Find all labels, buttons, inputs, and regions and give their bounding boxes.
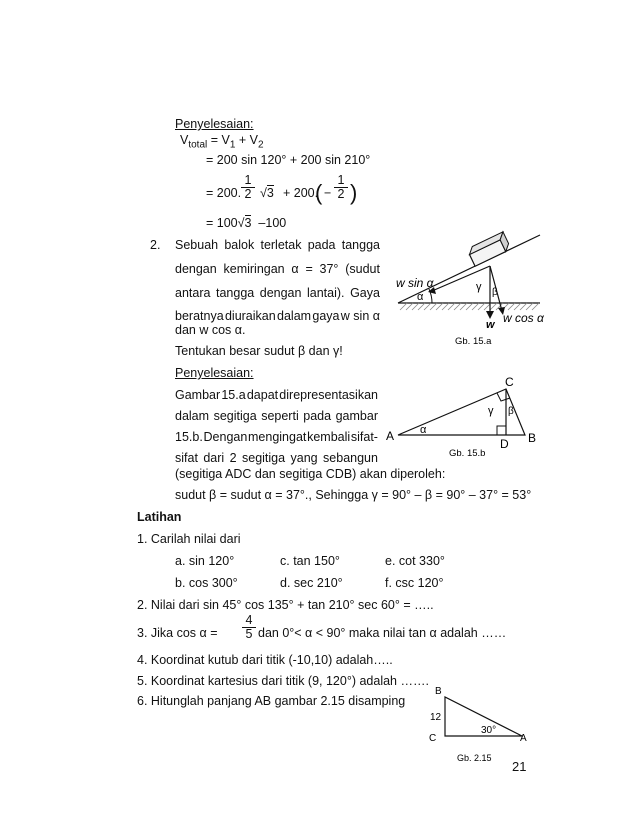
solution-heading: Penyelesaian: (175, 117, 254, 131)
question-1: 1. Carilah nilai dari (137, 532, 241, 546)
label-alpha-b: α (420, 424, 427, 436)
page-number: 21 (512, 759, 527, 774)
equation-line-3: = 100√3 –100 (206, 216, 287, 230)
label-b-215: B (435, 686, 442, 697)
question-4: 4. Koordinat kutub dari titik (-10,10) adalah….. (137, 653, 393, 667)
q1-option-e: e. cot 330° (385, 554, 445, 568)
label-c-215: C (429, 733, 437, 744)
solution-line-3: 15.b. Dengan mengingat kembali sifat- (175, 430, 378, 444)
label-beta-b: β (508, 406, 514, 417)
caption-15a: Gb. 15.a (455, 336, 492, 347)
figure-15a (396, 232, 545, 347)
caption-215: Gb. 2.15 (457, 753, 492, 763)
fraction-half: $\frac{1}{2}$ (241, 174, 255, 201)
block (467, 232, 511, 266)
figure-2-15 (429, 686, 527, 763)
q1-option-c: c. tan 150° (280, 554, 340, 568)
label-c: C (505, 375, 514, 389)
paren-close: ) (350, 180, 358, 205)
paren-open: ( (315, 180, 323, 205)
sqrt-three: √3 (260, 186, 274, 200)
vtotal-equation: $V_{total} = V_1 + V_2$ (180, 133, 264, 151)
solution-line-5: (segitiga ADC dan segitiga CDB) akan diperoleh: (175, 467, 446, 481)
question-5: 5. Koordinat kartesius dari titik (9, 120°) adalah ……. (137, 674, 429, 688)
problem-2-solution-heading: Penyelesaian: (175, 366, 254, 380)
label-angle-30: 30° (481, 725, 497, 736)
solution-line-1: Gambar 15.a dapat direpresentasikan (175, 388, 378, 402)
question-3-start: 3. Jika cos α = (137, 626, 218, 640)
equation-line-1: = 200 sin 120° + 200 sin 210° (206, 153, 371, 167)
solution-line-6: sudut β = sudut α = 37°., Sehingga γ = 90° – β = 90° – 37° = 53° (175, 488, 532, 502)
label-alpha: α (417, 291, 424, 303)
ground-hatching (400, 303, 539, 310)
label-w-cos: w cos α (503, 311, 544, 325)
fraction-four-fifths: $\frac{4}{5}$ (242, 614, 256, 641)
problem-2-line-1: Sebuah balok terletak pada tangga (175, 238, 380, 252)
caption-15b: Gb. 15.b (449, 448, 486, 459)
solution-line-4: sifat dari 2 segitiga yang sebangun (175, 451, 378, 465)
figure-15b (386, 375, 536, 459)
solution-line-2: dalam segitiga seperti pada gambar (175, 409, 378, 423)
q1-option-f: f. csc 120° (385, 576, 444, 590)
question-6: 6. Hitunglah panjang AB gambar 2.15 disamping (137, 694, 406, 708)
latihan-heading: Latihan (137, 510, 182, 524)
q1-option-d: d. sec 210° (280, 576, 343, 590)
minus-sign: − (324, 186, 332, 200)
label-gamma: γ (476, 281, 482, 293)
problem-2-line-3: antara tangga dengan lantai). Gaya (175, 286, 380, 300)
problem-2-question: Tentukan besar sudut β dan γ! (175, 344, 343, 358)
equation-line-2-start: = 200. (206, 186, 242, 200)
q1-option-b: b. cos 300° (175, 576, 238, 590)
question-2: 2. Nilai dari sin 45° cos 135° + tan 210° sec 60° = ….. (137, 598, 434, 612)
question-3-end: dan 0°< α < 90° maka nilai tan α adalah …… (258, 626, 507, 640)
label-a-215: A (520, 733, 527, 744)
label-w-sin: w sin α (396, 276, 434, 290)
label-b: B (528, 431, 537, 445)
problem-2-line-5: dan w cos α. (175, 323, 246, 337)
equation-line-2-mid: + 200. (283, 186, 319, 200)
label-d: D (500, 437, 509, 451)
label-w: w (486, 319, 495, 331)
problem-2-number: 2. (150, 238, 161, 252)
label-side-12: 12 (430, 712, 442, 723)
problem-2-line-4: beratnya diuraikan dalam gaya w sin α (175, 309, 380, 323)
problem-2-line-2: dengan kemiringan α = 37° (sudut (175, 262, 380, 276)
label-a: A (386, 429, 395, 443)
q1-option-a: a. sin 120° (175, 554, 235, 568)
label-beta: β (492, 287, 498, 298)
fraction-neg-half: $\frac{1}{2}$ (334, 174, 348, 201)
right-angle-d (497, 426, 506, 435)
label-gamma-b: γ (488, 405, 494, 417)
